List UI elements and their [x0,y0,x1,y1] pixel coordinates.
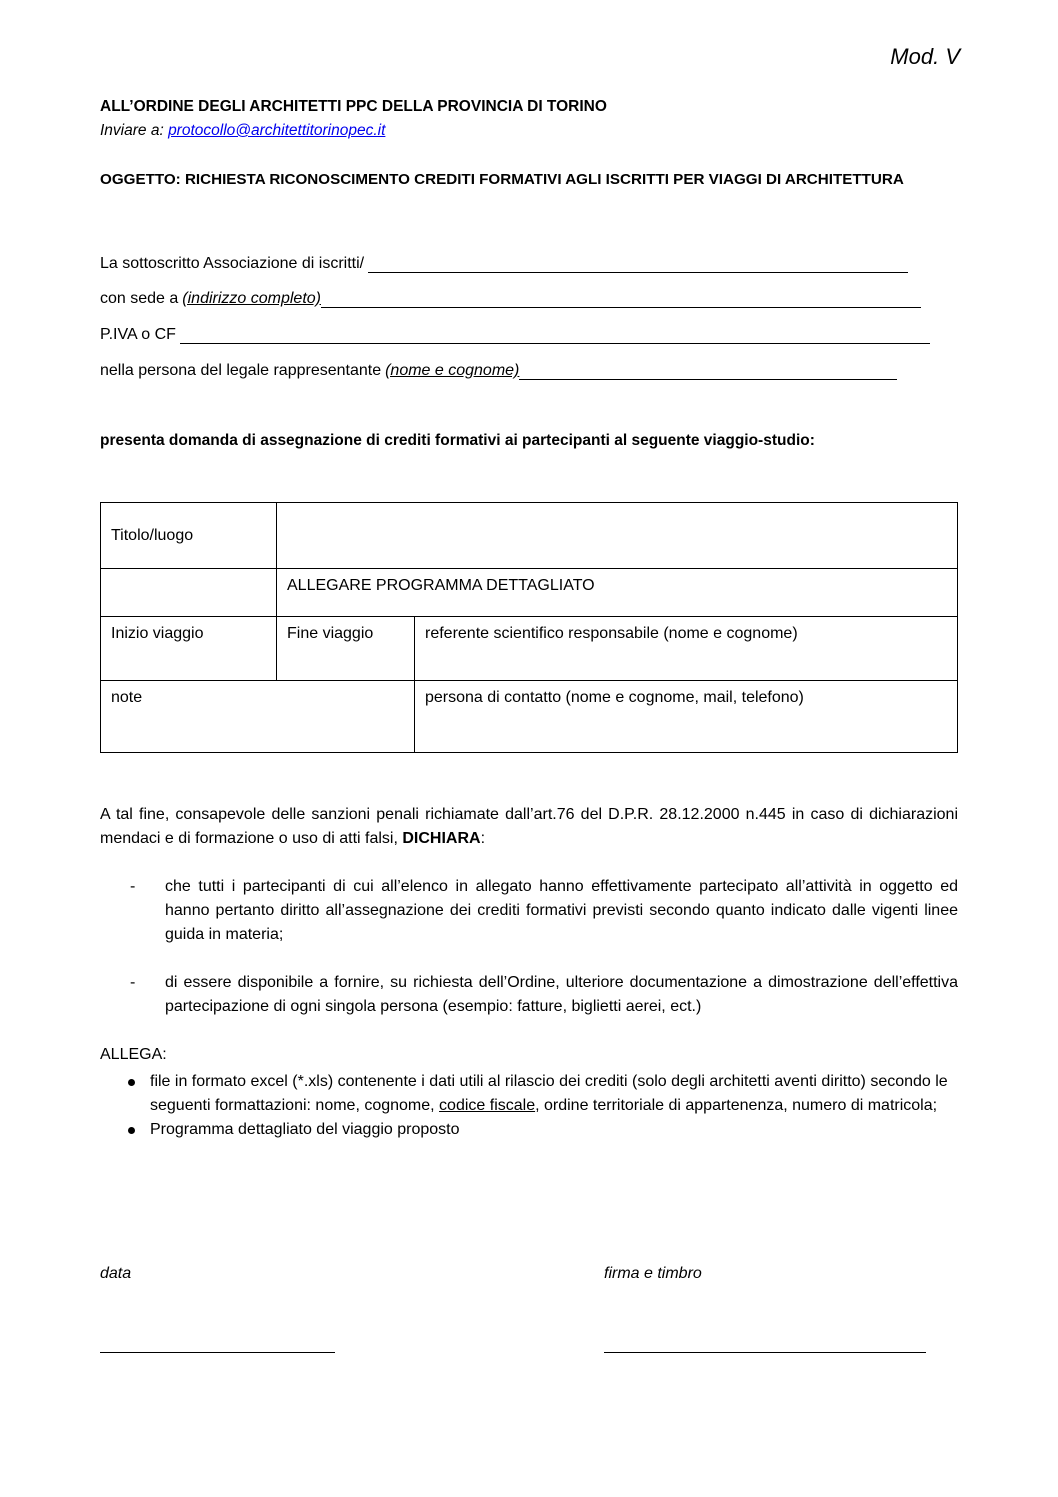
declaration-item-text: di essere disponibile a fornire, su richiesta dell’Ordine, ulteriore documentazione a dimostrazione dell’effettiva partecipazione di ogni singola persona (esempio: fatture, biglietti aerei, ect.) [165,974,958,1015]
attachment-item-text: file in formato excel (*.xls) contenente i dati utili al rilascio dei crediti (solo degli architetti aventi diritto) secondo le seguenti formattazioni: nome, cognome, codice fiscale, ordine territoriale di appartenenza, numero di matricola; [150,1073,948,1114]
field-hint: (nome e cognome) [385,362,520,379]
fill-line[interactable] [519,361,897,380]
bullet-icon [100,1118,150,1142]
contact-person-cell[interactable]: persona di contatto (nome e cognome, mail, telefono) [415,681,958,753]
attach-program-cell: ALLEGARE PROGRAMMA DETTAGLIATO [277,569,958,617]
declaration-item [100,971,958,1019]
request-statement: presenta domanda di assegnazione di crediti formativi ai partecipanti al seguente viaggio-studio: [100,432,815,449]
list-item [100,1118,958,1142]
model-label: Mod. V [890,44,960,69]
attachments-list [100,1070,958,1142]
dash-marker: - [130,878,136,895]
date-line[interactable] [100,1352,335,1353]
signature-label: firma e timbro [604,1265,702,1282]
title-place-label: Titolo/luogo [101,503,277,569]
title-place-input[interactable] [277,503,958,569]
addressee-heading: ALL’ORDINE DEGLI ARCHITETTI PPC DELLA PROVINCIA DI TORINO [100,98,607,115]
signature-line[interactable] [604,1352,926,1353]
declaration-keyword: DICHIARA [402,830,481,847]
date-label: data [100,1265,132,1282]
bullet-icon [100,1070,150,1118]
field-label: con sede a [100,290,179,307]
field-address [100,289,921,308]
subject-line: OGGETTO: RICHIESTA RICONOSCIMENTO CREDITI FORMATIVI AGLI ISCRITTI PER VIAGGI DI ARCHITETTURA [100,171,904,188]
attachment-item-text: Programma dettagliato del viaggio proposto [150,1121,460,1138]
notes-cell[interactable]: note [101,681,415,753]
declaration-colon: : [480,830,486,847]
field-label: P.IVA o CF [100,326,176,343]
attachments-heading: ALLEGA: [100,1046,167,1063]
email-link[interactable]: protocollo@architettitorinopec.it [168,122,386,139]
trip-end-cell[interactable]: Fine viaggio [277,617,415,681]
dash-marker: - [130,974,136,991]
field-vat [100,325,930,344]
field-association [100,254,908,273]
send-prefix: Inviare a: [100,122,169,139]
field-label: La sottoscritto Associazione di iscritti/ [100,255,365,272]
underlined-term: codice fiscale [439,1097,536,1114]
send-to-line [100,122,385,140]
declaration-intro: A tal fine, consapevole delle sanzioni penali richiamate dall’art.76 del D.P.R. 28.12.2000 n.445 in caso di dichiarazioni mendaci e di formazione o uso di atti falsi, [100,806,958,847]
declaration-item [100,875,958,947]
fill-line[interactable] [321,289,921,308]
trip-table [100,502,958,753]
list-item [100,1070,958,1118]
fill-line[interactable] [180,325,930,344]
declaration-paragraph [100,803,958,851]
field-legal-rep [100,361,897,380]
field-hint: (indirizzo completo) [182,290,321,307]
field-label: nella persona del legale rappresentante [100,362,382,379]
declaration-item-text: che tutti i partecipanti di cui all’elenco in allegato hanno effettivamente partecipato all’attività in oggetto ed hanno pertanto diritto all’assegnazione dei crediti formativi previsti secondo quanto indicato dalle vigenti linee guida in materia; [165,878,958,943]
empty-cell [101,569,277,617]
trip-start-cell[interactable]: Inizio viaggio [101,617,277,681]
fill-line[interactable] [368,254,908,273]
scientific-referent-cell[interactable]: referente scientifico responsabile (nome e cognome) [415,617,958,681]
